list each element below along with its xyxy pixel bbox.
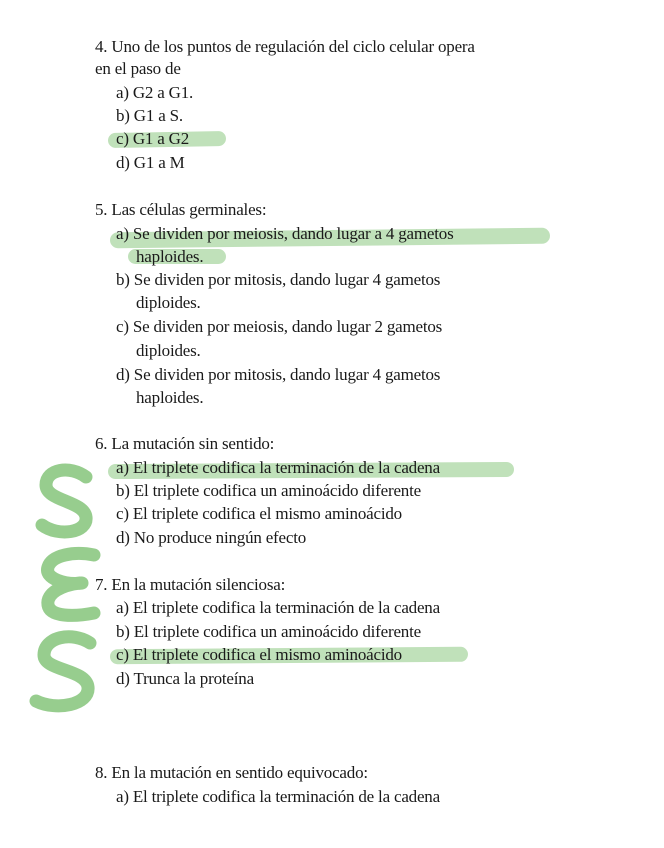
q4-option-d: d) G1 a M [116, 153, 185, 172]
q5-option-d-line2: haploides. [136, 388, 204, 407]
q7-option-a: a) El triplete codifica la terminación de la cadena [116, 598, 440, 617]
q4-option-a: a) G2 a G1. [116, 83, 194, 102]
q4-stem-line2: en el paso de [95, 59, 181, 78]
q7-option-b: b) El triplete codifica un aminoácido diferente [116, 622, 421, 641]
q5-stem: 5. Las células germinales: [95, 200, 267, 219]
q5-option-a-line1: a) Se dividen por meiosis, dando lugar a 4 gametos [116, 224, 454, 243]
q6-option-c: c) El triplete codifica el mismo aminoácido [116, 504, 402, 523]
q5-option-b-line2: diploides. [136, 293, 201, 312]
q6-option-d: d) No produce ningún efecto [116, 528, 307, 547]
q6-stem: 6. La mutación sin sentido: [95, 434, 275, 453]
q5-option-c-line1: c) Se dividen por meiosis, dando lugar 2 gametos [116, 317, 443, 336]
q7-option-c: c) El triplete codifica el mismo aminoácido [116, 645, 402, 664]
q4-option-c: c) G1 a G2 [116, 129, 190, 148]
q5-option-b-line1: b) Se dividen por mitosis, dando lugar 4 gametos [116, 270, 441, 289]
q6-option-a: a) El triplete codifica la terminación de la cadena [116, 458, 440, 477]
q8-option-a: a) El triplete codifica la terminación de la cadena [116, 787, 440, 806]
q7-option-d: d) Trunca la proteína [116, 669, 254, 688]
q4-stem-line1: 4. Uno de los puntos de regulación del ciclo celular opera [95, 37, 475, 56]
q7-stem: 7. En la mutación silenciosa: [95, 575, 286, 594]
q5-option-d-line1: d) Se dividen por mitosis, dando lugar 4 gametos [116, 365, 441, 384]
q5-option-a-line2: haploides. [136, 247, 204, 266]
q4-option-b: b) G1 a S. [116, 106, 183, 125]
q5-option-c-line2: diploides. [136, 341, 201, 360]
q6-option-b: b) El triplete codifica un aminoácido diferente [116, 481, 421, 500]
q8-stem: 8. En la mutación en sentido equivocado: [95, 763, 368, 782]
